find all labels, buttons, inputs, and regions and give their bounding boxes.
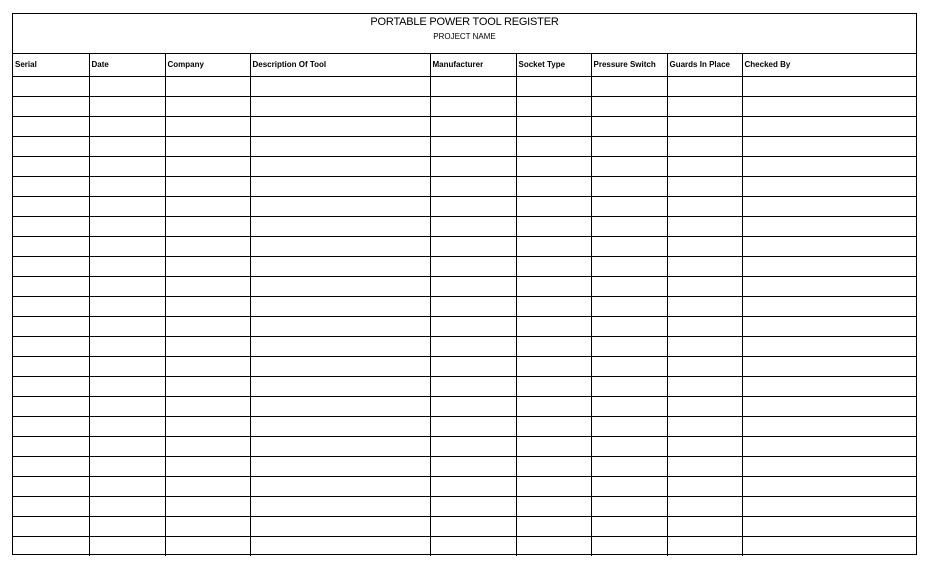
table-cell[interactable]: [430, 416, 516, 436]
table-row: [13, 176, 916, 196]
table-cell[interactable]: [667, 476, 742, 496]
table-cell[interactable]: [591, 256, 667, 276]
table-cell[interactable]: [13, 156, 89, 176]
table-row: [13, 356, 916, 376]
column-header-socket-type: Socket Type: [516, 54, 591, 76]
table-cell[interactable]: [250, 256, 430, 276]
table-cell[interactable]: [742, 236, 916, 256]
table-row: [13, 96, 916, 116]
table-cell[interactable]: [13, 516, 89, 536]
table-cell[interactable]: [667, 116, 742, 136]
table-cell[interactable]: [250, 416, 430, 436]
table-cell[interactable]: [165, 416, 250, 436]
table-row: [13, 216, 916, 236]
table-row: [13, 396, 916, 416]
table-cell[interactable]: [591, 96, 667, 116]
table-cell[interactable]: [667, 256, 742, 276]
table-cell[interactable]: [13, 176, 89, 196]
table-cell[interactable]: [591, 276, 667, 296]
table-cell[interactable]: [250, 296, 430, 316]
table-cell[interactable]: [430, 296, 516, 316]
column-header-pressure-switch: Pressure Switch: [591, 54, 667, 76]
table-cell[interactable]: [430, 96, 516, 116]
table-cell[interactable]: [250, 536, 430, 556]
table-cell[interactable]: [430, 396, 516, 416]
table-cell[interactable]: [742, 476, 916, 496]
table-cell[interactable]: [165, 436, 250, 456]
table-cell[interactable]: [591, 156, 667, 176]
table-cell[interactable]: [430, 216, 516, 236]
table-cell[interactable]: [165, 176, 250, 196]
table-cell[interactable]: [591, 176, 667, 196]
table-row: [13, 136, 916, 156]
table-cell[interactable]: [250, 156, 430, 176]
table-cell[interactable]: [742, 356, 916, 376]
table-cell[interactable]: [430, 496, 516, 516]
table-cell[interactable]: [165, 296, 250, 316]
table-cell[interactable]: [516, 356, 591, 376]
table-cell[interactable]: [742, 316, 916, 336]
table-cell[interactable]: [591, 136, 667, 156]
column-header-manufacturer: Manufacturer: [430, 54, 516, 76]
table-cell[interactable]: [165, 376, 250, 396]
table-cell[interactable]: [13, 256, 89, 276]
table-cell[interactable]: [742, 276, 916, 296]
table-cell[interactable]: [742, 296, 916, 316]
table-cell[interactable]: [250, 96, 430, 116]
table-row: [13, 536, 916, 556]
table-cell[interactable]: [516, 256, 591, 276]
table-cell[interactable]: [516, 196, 591, 216]
register-sheet: [12, 13, 917, 555]
table-cell[interactable]: [516, 276, 591, 296]
table-cell[interactable]: [89, 376, 165, 396]
table-row: [13, 516, 916, 536]
table-cell[interactable]: [13, 276, 89, 296]
table-cell[interactable]: [516, 436, 591, 456]
table-cell[interactable]: [742, 396, 916, 416]
table-cell[interactable]: [165, 476, 250, 496]
table-cell[interactable]: [516, 236, 591, 256]
table-cell[interactable]: [667, 516, 742, 536]
table-cell[interactable]: [742, 136, 916, 156]
table-cell[interactable]: [430, 356, 516, 376]
table-cell[interactable]: [742, 416, 916, 436]
table-row: [13, 76, 916, 96]
table-cell[interactable]: [13, 96, 89, 116]
table-cell[interactable]: [591, 396, 667, 416]
table-cell[interactable]: [13, 476, 89, 496]
table-row: [13, 116, 916, 136]
table-cell[interactable]: [591, 196, 667, 216]
table-cell[interactable]: [250, 176, 430, 196]
table-cell[interactable]: [667, 236, 742, 256]
table-cell[interactable]: [89, 196, 165, 216]
table-cell[interactable]: [250, 516, 430, 536]
table-cell[interactable]: [591, 336, 667, 356]
table-cell[interactable]: [430, 136, 516, 156]
table-cell[interactable]: [430, 176, 516, 196]
table-cell[interactable]: [89, 256, 165, 276]
table-cell[interactable]: [667, 76, 742, 96]
table-cell[interactable]: [430, 536, 516, 556]
table-cell[interactable]: [430, 236, 516, 256]
table-cell[interactable]: [742, 96, 916, 116]
column-header-company: Company: [165, 54, 250, 76]
column-header-guards-in-place: Guards In Place: [667, 54, 742, 76]
table-cell[interactable]: [165, 516, 250, 536]
table-cell[interactable]: [13, 376, 89, 396]
table-cell[interactable]: [165, 356, 250, 376]
table-row: [13, 496, 916, 516]
table-cell[interactable]: [250, 336, 430, 356]
table-cell[interactable]: [742, 176, 916, 196]
table-cell[interactable]: [89, 296, 165, 316]
table-cell[interactable]: [89, 536, 165, 556]
table-cell[interactable]: [250, 236, 430, 256]
table-cell[interactable]: [591, 496, 667, 516]
table-cell[interactable]: [13, 356, 89, 376]
table-cell[interactable]: [667, 176, 742, 196]
table-cell[interactable]: [667, 356, 742, 376]
table-cell[interactable]: [430, 376, 516, 396]
table-cell[interactable]: [13, 536, 89, 556]
table-cell[interactable]: [516, 376, 591, 396]
table-cell[interactable]: [13, 496, 89, 516]
table-row: [13, 336, 916, 356]
table-cell[interactable]: [250, 456, 430, 476]
table-cell[interactable]: [742, 516, 916, 536]
table-cell[interactable]: [742, 76, 916, 96]
table-cell[interactable]: [165, 196, 250, 216]
table-row: [13, 156, 916, 176]
table-cell[interactable]: [89, 176, 165, 196]
table-cell[interactable]: [13, 216, 89, 236]
table-cell[interactable]: [13, 236, 89, 256]
table-cell[interactable]: [13, 336, 89, 356]
table-cell[interactable]: [667, 136, 742, 156]
table-cell[interactable]: [667, 496, 742, 516]
table-cell[interactable]: [742, 536, 916, 556]
table-cell[interactable]: [516, 496, 591, 516]
table-cell[interactable]: [165, 536, 250, 556]
table-cell[interactable]: [250, 436, 430, 456]
table-cell[interactable]: [250, 196, 430, 216]
table-cell[interactable]: [516, 336, 591, 356]
table-cell[interactable]: [667, 216, 742, 236]
table-row: [13, 476, 916, 496]
table-cell[interactable]: [165, 236, 250, 256]
table-cell[interactable]: [430, 116, 516, 136]
table-cell[interactable]: [13, 316, 89, 336]
table-cell[interactable]: [89, 396, 165, 416]
table-cell[interactable]: [591, 476, 667, 496]
table-cell[interactable]: [591, 356, 667, 376]
table-cell[interactable]: [667, 296, 742, 316]
table-cell[interactable]: [89, 136, 165, 156]
table-cell[interactable]: [89, 156, 165, 176]
table-cell[interactable]: [430, 336, 516, 356]
table-cell[interactable]: [667, 156, 742, 176]
header-row: [13, 54, 916, 76]
table-cell[interactable]: [165, 256, 250, 276]
table-cell[interactable]: [591, 416, 667, 436]
table-cell[interactable]: [742, 456, 916, 476]
table-cell[interactable]: [165, 116, 250, 136]
table-row: [13, 256, 916, 276]
table-cell[interactable]: [89, 356, 165, 376]
table-cell[interactable]: [667, 96, 742, 116]
table-cell[interactable]: [742, 196, 916, 216]
table-cell[interactable]: [89, 456, 165, 476]
table-cell[interactable]: [250, 216, 430, 236]
table-cell[interactable]: [591, 376, 667, 396]
table-cell[interactable]: [667, 396, 742, 416]
table-cell[interactable]: [13, 456, 89, 476]
table-cell[interactable]: [250, 496, 430, 516]
table-cell[interactable]: [591, 316, 667, 336]
table-cell[interactable]: [250, 356, 430, 376]
table-cell[interactable]: [250, 116, 430, 136]
table-cell[interactable]: [516, 316, 591, 336]
table-cell[interactable]: [165, 156, 250, 176]
table-cell[interactable]: [516, 396, 591, 416]
table-row: [13, 296, 916, 316]
table-cell[interactable]: [89, 236, 165, 256]
table-cell[interactable]: [591, 536, 667, 556]
table-cell[interactable]: [742, 496, 916, 516]
table-cell[interactable]: [89, 436, 165, 456]
table-cell[interactable]: [591, 76, 667, 96]
table-cell[interactable]: [13, 296, 89, 316]
table-cell[interactable]: [667, 376, 742, 396]
table-cell[interactable]: [667, 336, 742, 356]
table-cell[interactable]: [430, 476, 516, 496]
table-row: [13, 236, 916, 256]
table-cell[interactable]: [13, 116, 89, 136]
table-cell[interactable]: [591, 436, 667, 456]
table-cell[interactable]: [516, 536, 591, 556]
table-cell[interactable]: [430, 276, 516, 296]
table-cell[interactable]: [430, 196, 516, 216]
table-cell[interactable]: [89, 316, 165, 336]
table-row: [13, 376, 916, 396]
table-row: [13, 316, 916, 336]
table-cell[interactable]: [667, 276, 742, 296]
table-cell[interactable]: [430, 516, 516, 536]
table-cell[interactable]: [89, 336, 165, 356]
table-cell[interactable]: [165, 276, 250, 296]
table-row: [13, 436, 916, 456]
table-cell[interactable]: [516, 456, 591, 476]
table-cell[interactable]: [430, 76, 516, 96]
table-cell[interactable]: [13, 76, 89, 96]
table-cell[interactable]: [165, 316, 250, 336]
document-title: PORTABLE POWER TOOL REGISTER: [370, 16, 559, 28]
table-cell[interactable]: [591, 296, 667, 316]
table-cell[interactable]: [165, 76, 250, 96]
table-cell[interactable]: [250, 376, 430, 396]
column-header-date: Date: [89, 54, 165, 76]
table-cell[interactable]: [742, 256, 916, 276]
table-cell[interactable]: [430, 436, 516, 456]
table-cell[interactable]: [13, 436, 89, 456]
table-cell[interactable]: [742, 376, 916, 396]
table-cell[interactable]: [250, 396, 430, 416]
table-cell[interactable]: [742, 336, 916, 356]
table-cell[interactable]: [742, 156, 916, 176]
table-cell[interactable]: [89, 496, 165, 516]
table-cell[interactable]: [13, 136, 89, 156]
table-cell[interactable]: [516, 116, 591, 136]
table-cell[interactable]: [430, 316, 516, 336]
table-cell[interactable]: [250, 316, 430, 336]
table-cell[interactable]: [591, 236, 667, 256]
table-cell[interactable]: [516, 216, 591, 236]
column-header-checked-by: Checked By: [742, 54, 916, 76]
table-cell[interactable]: [742, 216, 916, 236]
column-header-serial: Serial: [13, 54, 89, 76]
table-row: [13, 456, 916, 476]
table-cell[interactable]: [516, 476, 591, 496]
table-cell[interactable]: [89, 216, 165, 236]
register-body: [13, 76, 916, 556]
table-cell[interactable]: [516, 76, 591, 96]
table-cell[interactable]: [742, 116, 916, 136]
table-cell[interactable]: [89, 276, 165, 296]
table-cell[interactable]: [667, 196, 742, 216]
table-cell[interactable]: [89, 516, 165, 536]
table-cell[interactable]: [13, 416, 89, 436]
table-cell[interactable]: [89, 96, 165, 116]
table-row: [13, 416, 916, 436]
table-cell[interactable]: [250, 476, 430, 496]
table-cell[interactable]: [591, 116, 667, 136]
table-cell[interactable]: [165, 496, 250, 516]
table-row: [13, 196, 916, 216]
table-cell[interactable]: [165, 96, 250, 116]
table-cell[interactable]: [89, 476, 165, 496]
register-table: [13, 54, 916, 556]
table-cell[interactable]: [591, 216, 667, 236]
table-row: [13, 276, 916, 296]
table-cell[interactable]: [591, 456, 667, 476]
table-cell[interactable]: [667, 456, 742, 476]
table-cell[interactable]: [165, 136, 250, 156]
project-name: PROJECT NAME: [433, 32, 496, 41]
table-cell[interactable]: [742, 436, 916, 456]
title-block: [13, 14, 916, 54]
table-cell[interactable]: [250, 276, 430, 296]
table-cell[interactable]: [89, 76, 165, 96]
table-cell[interactable]: [516, 516, 591, 536]
table-cell[interactable]: [89, 416, 165, 436]
table-cell[interactable]: [516, 296, 591, 316]
table-cell[interactable]: [516, 96, 591, 116]
table-cell[interactable]: [165, 396, 250, 416]
table-cell[interactable]: [667, 436, 742, 456]
table-cell[interactable]: [165, 336, 250, 356]
table-cell[interactable]: [667, 316, 742, 336]
table-cell[interactable]: [13, 396, 89, 416]
table-cell[interactable]: [516, 136, 591, 156]
column-header-description: Description Of Tool: [250, 54, 430, 76]
table-cell[interactable]: [667, 416, 742, 436]
table-cell[interactable]: [250, 76, 430, 96]
table-cell[interactable]: [165, 216, 250, 236]
table-cell[interactable]: [516, 176, 591, 196]
table-cell[interactable]: [13, 196, 89, 216]
table-cell[interactable]: [430, 156, 516, 176]
table-cell[interactable]: [430, 456, 516, 476]
table-cell[interactable]: [667, 536, 742, 556]
table-cell[interactable]: [89, 116, 165, 136]
table-cell[interactable]: [430, 256, 516, 276]
table-cell[interactable]: [516, 416, 591, 436]
table-cell[interactable]: [250, 136, 430, 156]
table-cell[interactable]: [516, 156, 591, 176]
table-cell[interactable]: [591, 516, 667, 536]
table-cell[interactable]: [165, 456, 250, 476]
